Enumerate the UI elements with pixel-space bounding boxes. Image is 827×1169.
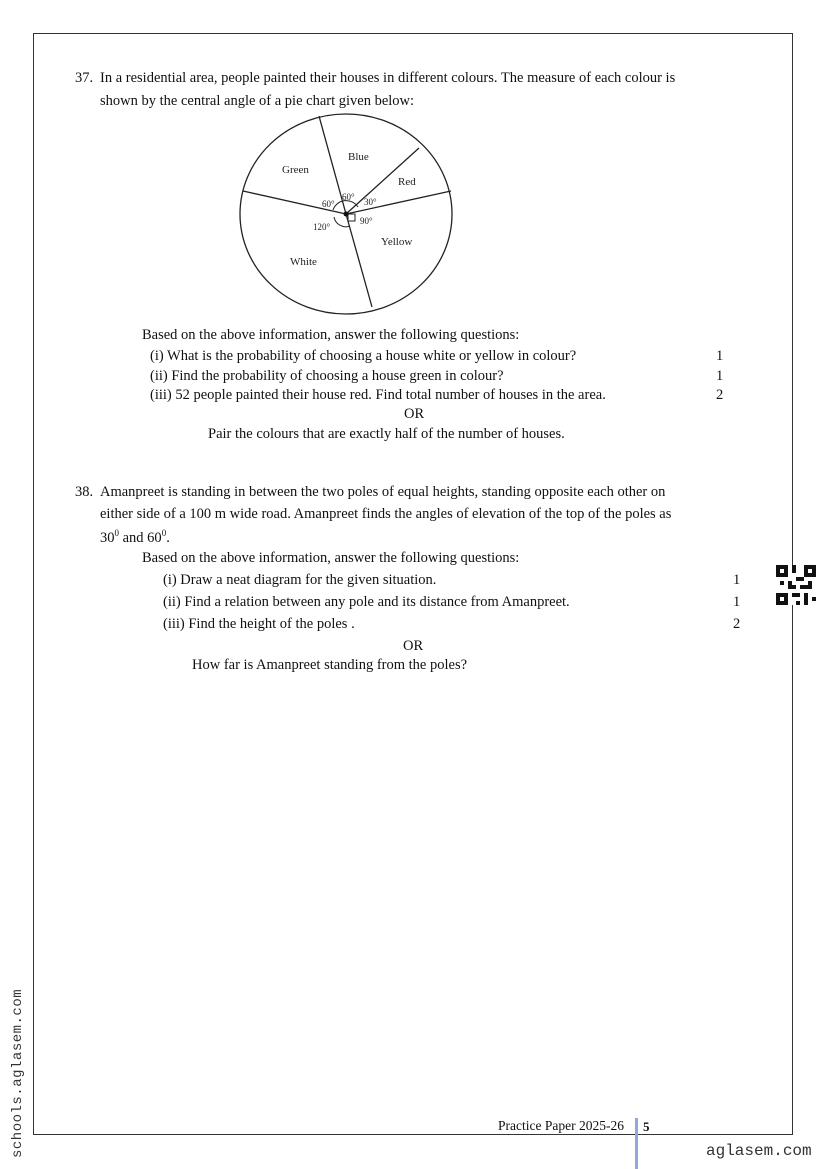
pie-divider-red-yellow: [346, 191, 451, 214]
pie-divider-yellow-white: [346, 214, 372, 307]
pie-chart: [230, 110, 470, 315]
q38-alt: How far is Amanpreet standing from the poles?: [192, 657, 468, 673]
slice-label-red: Red: [398, 176, 416, 188]
q37-alt: Pair the colours that are exactly half of the number of houses.: [208, 426, 565, 442]
q37-item-3-marks: 2: [716, 387, 724, 403]
q38-text-1: Amanpreet is standing in between the two poles of equal heights, standing opposite each other on: [100, 484, 666, 500]
q38-number: 38.: [75, 484, 94, 500]
footer-site-watermark: aglasem.com: [706, 1142, 812, 1160]
q38-intro: Based on the above information, answer the following questions:: [142, 550, 520, 566]
angle-label-yellow: 90°: [360, 216, 373, 226]
slice-label-white: White: [290, 256, 317, 268]
q38-or: OR: [403, 638, 424, 654]
footer-paper-title: Practice Paper 2025-26: [498, 1118, 624, 1133]
q37-item-1-marks: 1: [716, 348, 724, 364]
q37-item-2-marks: 1: [716, 368, 724, 384]
side-watermark: schools.aglasem.com: [10, 988, 26, 1158]
q37-text-1: In a residential area, people painted their houses in different colours. The measure of each colour is: [100, 70, 676, 86]
q37-item-3: (iii) 52 people painted their house red. Find total number of houses in the area.: [150, 387, 606, 403]
footer-divider: [635, 1118, 638, 1169]
qr-code-icon: [776, 565, 816, 605]
angle-label-white: 120°: [313, 222, 331, 232]
q37-item-1: (i) What is the probability of choosing a house white or yellow in colour?: [150, 348, 577, 364]
q38-item-2-marks: 1: [733, 594, 741, 610]
pie-center: [344, 212, 349, 217]
q38-text-2: either side of a 100 m wide road. Amanpreet finds the angles of elevation of the top of the poles as: [100, 506, 672, 522]
angle-label-red: 30°: [364, 197, 377, 207]
q38-item-3: (iii) Find the height of the poles .: [163, 616, 355, 632]
angle-label-blue: 60°: [342, 192, 355, 202]
q38-item-3-marks: 2: [733, 616, 741, 632]
right-angle-mark: [348, 214, 355, 221]
slice-label-yellow: Yellow: [381, 236, 413, 248]
q37-text-2: shown by the central angle of a pie chart given below:: [100, 93, 415, 109]
q38-text-3: $30^0$ and $60^0$.: [100, 528, 170, 546]
q37-number: 37.: [75, 70, 94, 86]
slice-label-green: Green: [282, 164, 309, 176]
q38-item-1: (i) Draw a neat diagram for the given situation.: [163, 572, 437, 588]
angle-label-green: 60°: [322, 199, 335, 209]
q37-item-2: (ii) Find the probability of choosing a house green in colour?: [150, 368, 504, 384]
slice-label-blue: Blue: [348, 151, 369, 163]
q37-or: OR: [404, 406, 425, 422]
q37-intro: Based on the above information, answer the following questions:: [142, 327, 520, 343]
q38-item-1-marks: 1: [733, 572, 741, 588]
q38-item-2: (ii) Find a relation between any pole and its distance from Amanpreet.: [163, 594, 570, 610]
page-number: 5: [643, 1119, 650, 1134]
